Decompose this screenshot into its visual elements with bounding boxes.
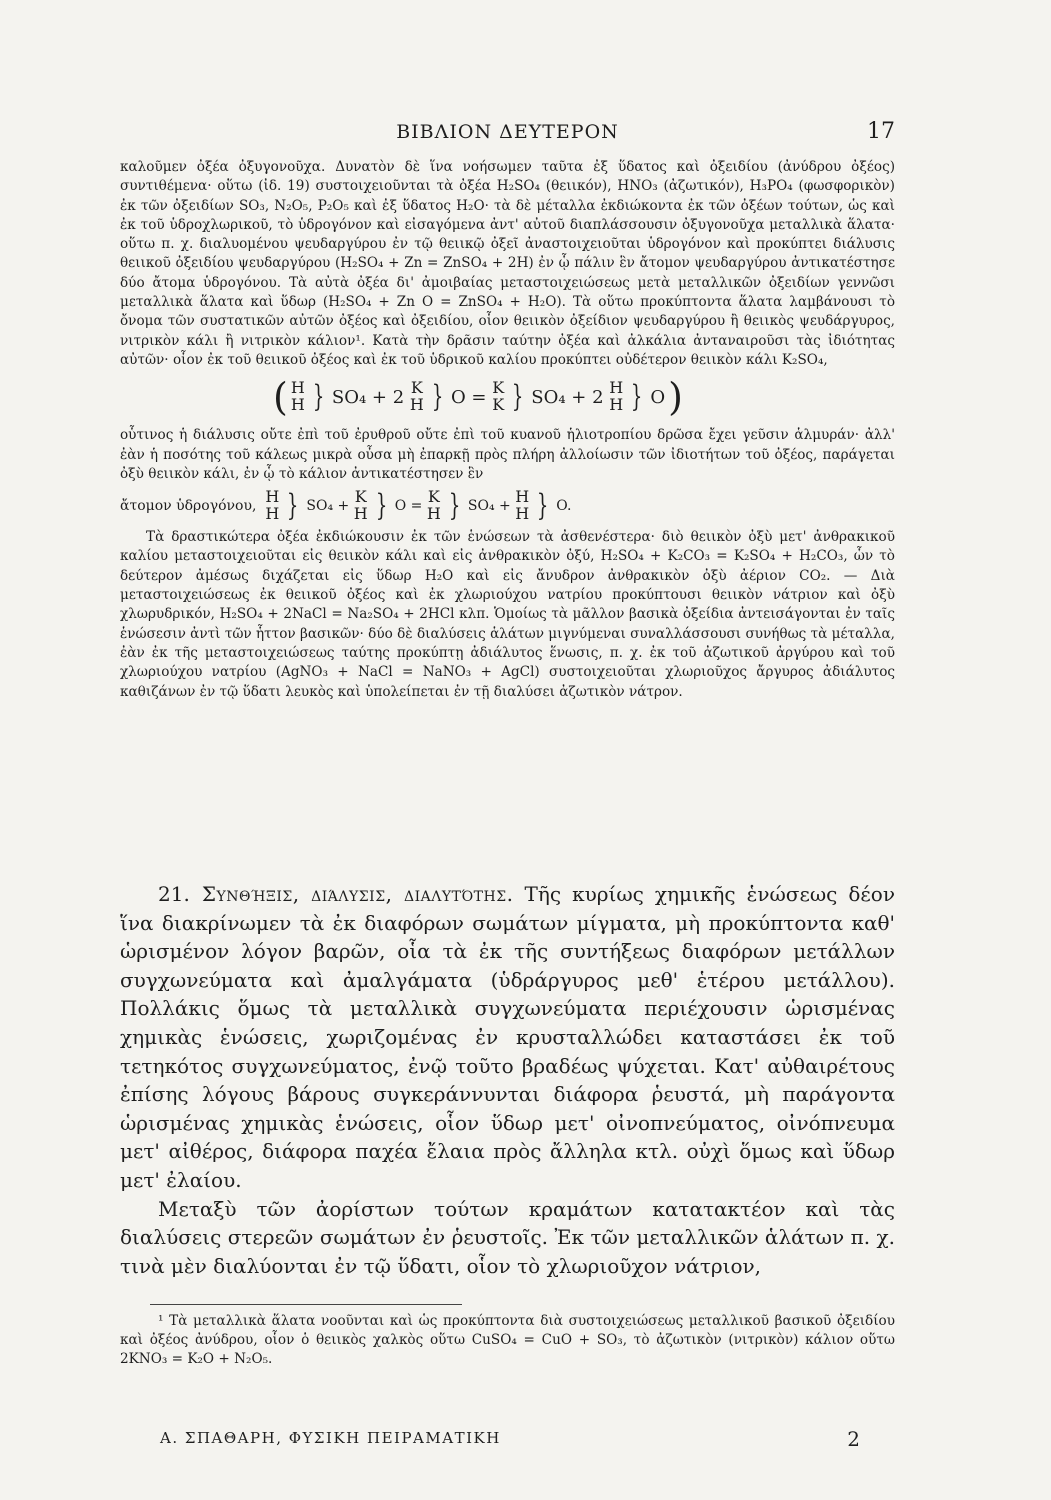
eq-brace: } [512,379,524,415]
equation-neutral-salt [270,376,895,418]
eq-term-rest: SO₄ + [306,498,350,515]
eq-brace: } [448,488,461,524]
signature-mark: 2 [847,1427,860,1451]
eq-brace: } [287,488,299,524]
paragraph-displacement: Τὰ δραστικώτερα ὀξέα ἐκδιώκουσιν ἐκ τῶν ἑνώσεων τὰ ἀσθενέστερα· διὸ θειικὸν ὀξὺ μετ' ἀνθρακικοῦ καλίου μεταστοιχειοῦται εἰς θειικὸν κάλι καὶ εἰς ἀνθρακικὸν ὀξύ, H₂SO₄ + K₂CO₃ = K₂SO₄ + H₂CO₃, ὧν τὸ δεύτερον ἀμέσως διχάζεται εἰς ὕδωρ H₂O καὶ εἰς ἄνυδρον ἀνθρακικὸν ὀξὺ ἀέριον CO₂. — Διὰ μεταστοιχειώσεως ἐκ θειικοῦ ὀξέος καὶ ἐκ χλωριούχου νατρίου προκύπτουσι θειικὸν νάτριον καὶ ὀξὺ χλωρυδρικόν, H₂SO₄ + 2NaCl = Na₂SO₄ + 2HCl κλπ. Ὁμοίως τὰ μᾶλλον βασικὰ ὀξείδια ἀντεισάγονται ἐν ταῖς ἑνώσεσιν ἀντὶ τῶν ἧττον βασικῶν· δύο δὲ διαλύσεις ἁλάτων μιγνύμεναι συναλλάσσουσι συνήθως τὰ μέταλλα, ἐὰν ἐκ τῆς μεταστοιχειώσεως ταύτης προκύπτῃ ἀδιάλυτος ἕνωσις, π. χ. ἐκ τοῦ ἀζωτικοῦ ἀργύρου καὶ τοῦ χλωριούχου νατρίου (AgNO₃ + NaCl = NaNO₃ + AgCl) συστοιχειοῦται χλωριοῦχος ἄργυρος ἀδιάλυτος καθιζάνων ἐν τῷ ὕδατι λευκὸς καὶ ὑπολείπεται ἐν τῇ διαλύσει ἀζωτικὸν νάτρον. [120,529,895,700]
section-text: Τῆς κυρίως χημικῆς ἑνώσεως δέον ἵνα διακρίνωμεν τὰ ἐκ διαφόρων σωμάτων μίγματα, μὴ προκύπτοντα καθ' ὡρισμένον λόγον βαρῶν, οἷα τὰ ἐκ τῆς συντήξεως διαφόρων μετάλλων συγχωνεύματα καὶ ἀμαλγάματα (ὑδράργυρος μεθ' ἑτέρου μετάλλου). Πολλάκις ὅμως τὰ μεταλλικὰ συγχωνεύματα περιέχουσιν ὡρισμένας χημικὰς ἑνώσεις, χωριζομένας ἐν κρυσταλλώδει καταστάσει ἐκ τοῦ τετηκότος συγχωνεύματος, ἐνῷ τοῦτο βραδέως ψύχεται. Κατ' αὐθαιρέτους ἐπίσης λόγους βάρους συγκεράννυνται διάφορα ῥευστά, μὴ παράγοντα ὡρισμένας χημικὰς ἑνώσεις, οἷον ὕδωρ μετ' οἰνοπνεύματος, οἰνόπνευμα μετ' αἰθέρος, διάφορα παχέα ἔλαια πρὸς ἄλληλα κτλ. οὐχὶ ὅμως καὶ ὕδωρ μετ' ἐλαίου. [120,882,895,1192]
eq-brace: } [537,488,549,524]
eq-brace: } [312,379,325,415]
eq-term-stack: K H [353,487,368,524]
eq-lead-text: ἄτομον ὑδρογόνου, [120,498,257,515]
eq-term-rest: SO₄ + 2 [531,386,604,408]
eq-term-stack: H H [515,487,530,524]
eq-open-paren: ( [273,375,288,420]
footer-author-title: Α. ΣΠΑΘΑΡΗ, ΦΥΣΙΚΗ ΠΕΙΡΑΜΑΤΙΚΗ [160,1429,501,1447]
running-title: ΒΙΒΛΙΟΝ ΔΕΥΤΕΡΟΝ [396,121,619,143]
footnote-rule [150,1304,462,1305]
section-number: 21. [158,882,190,906]
eq-term-stack: H H [609,378,624,415]
eq-term-stack: H H [290,378,305,415]
page-number: 17 [867,119,895,144]
eq-term-rest: O [650,386,666,408]
eq-term-stack: K H [409,378,424,415]
eq-brace: } [431,379,444,415]
eq-term-rest: O = [394,498,423,515]
section-21 [120,880,895,1280]
eq-term-rest: SO₄ + [467,498,511,515]
eq-brace: } [631,379,643,415]
equation-acid-salt [120,486,895,526]
eq-term-stack: H H [265,487,280,524]
paragraph-acids: καλοῦμεν ὀξέα ὀξυγονοῦχα. Δυνατὸν δὲ ἵνα νοήσωμεν ταῦτα ἐξ ὕδατος καὶ ὀξειδίου (ἀνύδρου ὀξέος) συντιθέμενα· οὕτω (ἰδ. 19) συστοιχειοῦνται τὰ ὀξέα H₂SO₄ (θειικόν), HNO₃ (ἀζωτικόν), H₃PO₄ (φωσφορικὸν) ἐκ τῶν ὀξειδίων SO₃, N₂O₅, P₂O₅ καὶ ἐξ ὕδατος H₂O· τὰ δὲ μέταλλα ἐκδιώκοντα ἐκ τῶν ὀξέων τούτων, ὡς καὶ ἐκ τοῦ ὑδροχλωρικοῦ, τὸ ὑδρογόνον καὶ εἰσαγόμενα ἀντ' αὐτοῦ διαπλάσσουσιν ὀξυγονοῦχα μεταλλικὰ ἅλατα· οὕτω π. χ. διαλυομένου ψευδαργύρου ἐν τῷ θειικῷ ὀξεῖ ἀναστοιχειοῦται ὑδρογόνον καὶ προκύπτει διάλυσις θειικοῦ ὀξειδίου ψευδαργύρου (H₂SO₄ + Zn = ZnSO₄ + 2H) ἐν ᾧ πάλιν ἓν ἄτομον ψευδαργύρου ἀντικατέστησε δύο ἄτομα ὑδρογόνου. Τὰ αὐτὰ ὀξέα δι' ἀμοιβαίας μεταστοιχειώσεως μετὰ μεταλλικῶν ὀξειδίων γεννῶσι μεταλλικὰ ἅλατα καὶ ὕδωρ (H₂SO₄ + Zn O = ZnSO₄ + H₂O). Τὰ οὕτω προκύπτοντα ἅλατα λαμβάνουσι τὸ ὄνομα τῶν συστατικῶν αὐτῶν ὀξέος καὶ ὀξειδίου, οἷον θειικὸν ὀξείδιον ψευδαργύρου ἢ θειικὸς ψευδάργυρος, νιτρικὸν κάλι ἢ νιτρικὸν κάλιον¹. Κατὰ τὴν δρᾶσιν ταύτην ὀξέα καὶ ἀλκάλια ἀνταναιροῦσι τὰς ἰδιότητας αὐτῶν· οἷον ἐκ τοῦ θειικοῦ ὀξέος καὶ ἐκ τοῦ ὑδρικοῦ καλίου προκύπτει οὐδέτερον θειικὸν κάλι K₂SO₄, [120,159,895,368]
eq-term-stack: K K [492,378,505,415]
small-print-block [120,158,895,702]
eq-term-stack: K H [426,487,441,524]
footnote: ¹ Τὰ μεταλλικὰ ἅλατα νοοῦνται καὶ ὡς προκύπτοντα διὰ συστοιχειώσεως μεταλλικοῦ βασικοῦ ὀξειδίου καὶ ὀξέος ἀνύδρου, οἷον ὁ θειικὸς χαλκὸς οὕτω CuSO₄ = CuO + SO₃, τὸ ἀζωτικὸν (νιτρικὸν) κάλιον οὕτω 2KNO₃ = K₂O + N₂O₅. [120,1313,895,1367]
eq-close-paren: ) [668,375,683,420]
eq-brace: } [375,488,387,524]
section-second-paragraph: Μεταξὺ τῶν ἀορίστων τούτων κραμάτων κατατακτέον καὶ τὰς διαλύσεις στερεῶν σωμάτων ἐν ῥευστοῖς. Ἐκ τῶν μεταλλικῶν ἁλάτων π. χ. τινὰ μὲν διαλύονται ἐν τῷ ὕδατι, οἷον τὸ χλωριοῦχον νάτριον, [120,1196,895,1278]
section-title: Συνθήξις, διάλυσις, διαλυτότης. [201,882,514,906]
running-head [120,121,895,147]
page-footer [160,1427,860,1451]
paragraph-acid-salt: οὗτινος ἡ διάλυσις οὔτε ἐπὶ τοῦ ἐρυθροῦ οὔτε ἐπὶ τοῦ κυανοῦ ἡλιοτροπίου δρῶσα ἔχει γεῦσιν ἁλμυράν· ἀλλ' ἐὰν ἡ ποσότης τοῦ κάλεως μικρὰ οὖσα μὴ ἐπαρκῇ πρὸς πλήρη ἀλλοίωσιν τῶν ἰδιοτήτων τοῦ ὀξέος, παράγεται ὀξὺ θειικὸν κάλι, ἐν ᾧ τὸ κάλιον ἀντικατέστησεν ἓν [120,427,895,482]
eq-term-rest: O. [556,498,572,515]
section-first-paragraph [120,880,895,1195]
eq-term-rest: O = [450,386,487,408]
eq-term-rest: SO₄ + 2 [331,386,405,408]
